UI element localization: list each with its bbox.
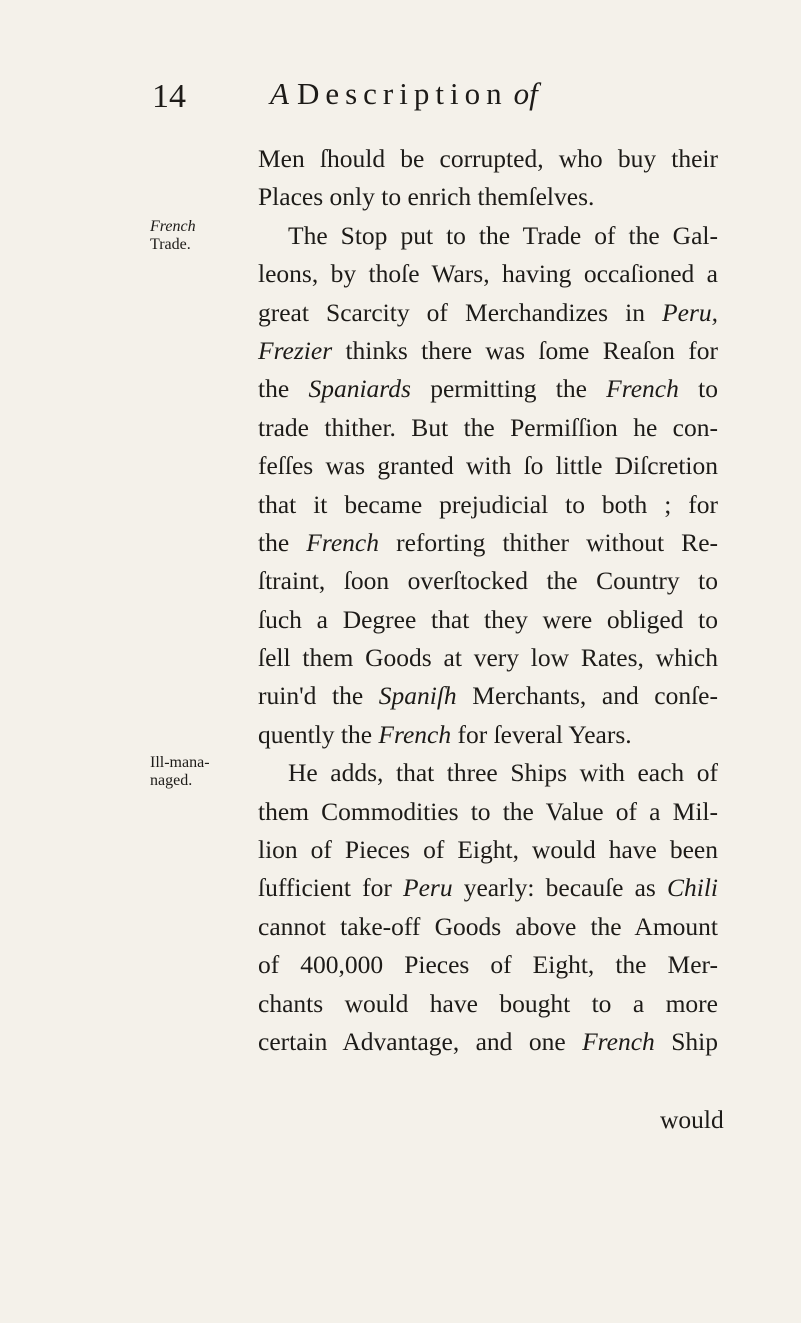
text-line: of 400,000 Pieces of Eight, the Mer- bbox=[258, 950, 718, 980]
text-line bbox=[258, 716, 718, 754]
body-text bbox=[258, 140, 718, 1061]
page-header bbox=[0, 72, 801, 122]
italic-place-name: Peru, bbox=[662, 297, 718, 327]
text-span: to bbox=[678, 374, 718, 404]
italic-place-name: Peru bbox=[403, 873, 453, 903]
italic-name: Frezier bbox=[258, 335, 333, 365]
text-span: ruin'd the bbox=[258, 681, 379, 711]
text-line: ſell them Goods at very low Rates, which bbox=[258, 643, 718, 673]
text-line: ſtraint, ſoon overſtocked the Country to bbox=[258, 566, 718, 596]
running-title bbox=[270, 76, 538, 112]
text-span: permitting the bbox=[410, 374, 607, 404]
margin-note-line: naged. bbox=[150, 772, 193, 789]
running-title-prefix: A bbox=[270, 76, 289, 111]
text-line bbox=[258, 332, 718, 370]
catchword: would bbox=[660, 1105, 724, 1134]
text-line: Places only to enrich themſelves. bbox=[258, 182, 595, 212]
text-line: lion of Pieces of Eight, would have been bbox=[258, 835, 718, 865]
page-number: 14 bbox=[152, 78, 186, 115]
text-line: feſſes was granted with ſo little Diſcretion bbox=[258, 451, 718, 481]
text-line bbox=[258, 677, 718, 715]
text-span: Ship bbox=[654, 1026, 718, 1056]
text-line: Men ſhould be corrupted, who buy their bbox=[258, 144, 718, 173]
text-line bbox=[258, 1023, 718, 1061]
text-line: The Stop put to the Trade of the Gal- bbox=[288, 220, 718, 250]
text-line bbox=[258, 869, 718, 907]
text-span: great Scarcity of Merchandizes in bbox=[258, 297, 663, 327]
text-line bbox=[258, 524, 718, 562]
text-line: that it became prejudicial to both ; for bbox=[258, 489, 718, 519]
text-line: them Commodities to the Value of a Mil- bbox=[258, 796, 718, 826]
text-span: thinks there was ſome Reaſon for bbox=[332, 335, 718, 365]
text-span: ſufficient for bbox=[258, 873, 403, 903]
text-span: the bbox=[258, 374, 309, 404]
margin-note-line: Ill-mana- bbox=[150, 754, 210, 771]
text-span: quently the bbox=[258, 719, 379, 749]
text-line: cannot take-off Goods above the Amount bbox=[258, 911, 718, 941]
text-span: certain Advantage, and one bbox=[258, 1026, 583, 1056]
running-title-main: Description bbox=[296, 76, 508, 111]
italic-name: French bbox=[378, 719, 452, 749]
text-line: ſuch a Degree that they were obliged to bbox=[258, 604, 718, 634]
italic-name: French bbox=[606, 374, 679, 404]
text-span: Merchants, and conſe- bbox=[456, 681, 718, 711]
text-line: He adds, that three Ships with each of bbox=[288, 758, 718, 788]
text-line bbox=[258, 294, 718, 332]
italic-name: Spaniſh bbox=[378, 681, 457, 711]
italic-place-name: Chili bbox=[667, 873, 719, 903]
text-line bbox=[258, 370, 718, 408]
italic-name: French bbox=[306, 527, 379, 557]
text-span: yearly: becauſe as bbox=[452, 873, 667, 903]
text-line: trade thither. But the Permiſſion he con- bbox=[258, 412, 718, 442]
text-line: leons, by thoſe Wars, having occaſioned a bbox=[258, 259, 718, 289]
margin-note-french-trade bbox=[150, 218, 230, 254]
running-title-suffix: of bbox=[513, 76, 538, 111]
italic-name: Spaniards bbox=[308, 374, 411, 404]
text-line: chants would have bought to a more bbox=[258, 988, 718, 1018]
text-span: reforting thither without Re- bbox=[378, 527, 718, 557]
margin-note-line: Trade. bbox=[150, 236, 191, 253]
margin-note-ill-managed bbox=[150, 754, 230, 790]
text-span: the bbox=[258, 527, 307, 557]
text-span: for ſeveral Years. bbox=[451, 719, 632, 749]
italic-name: French bbox=[582, 1026, 655, 1056]
margin-note-line: French bbox=[150, 218, 196, 235]
